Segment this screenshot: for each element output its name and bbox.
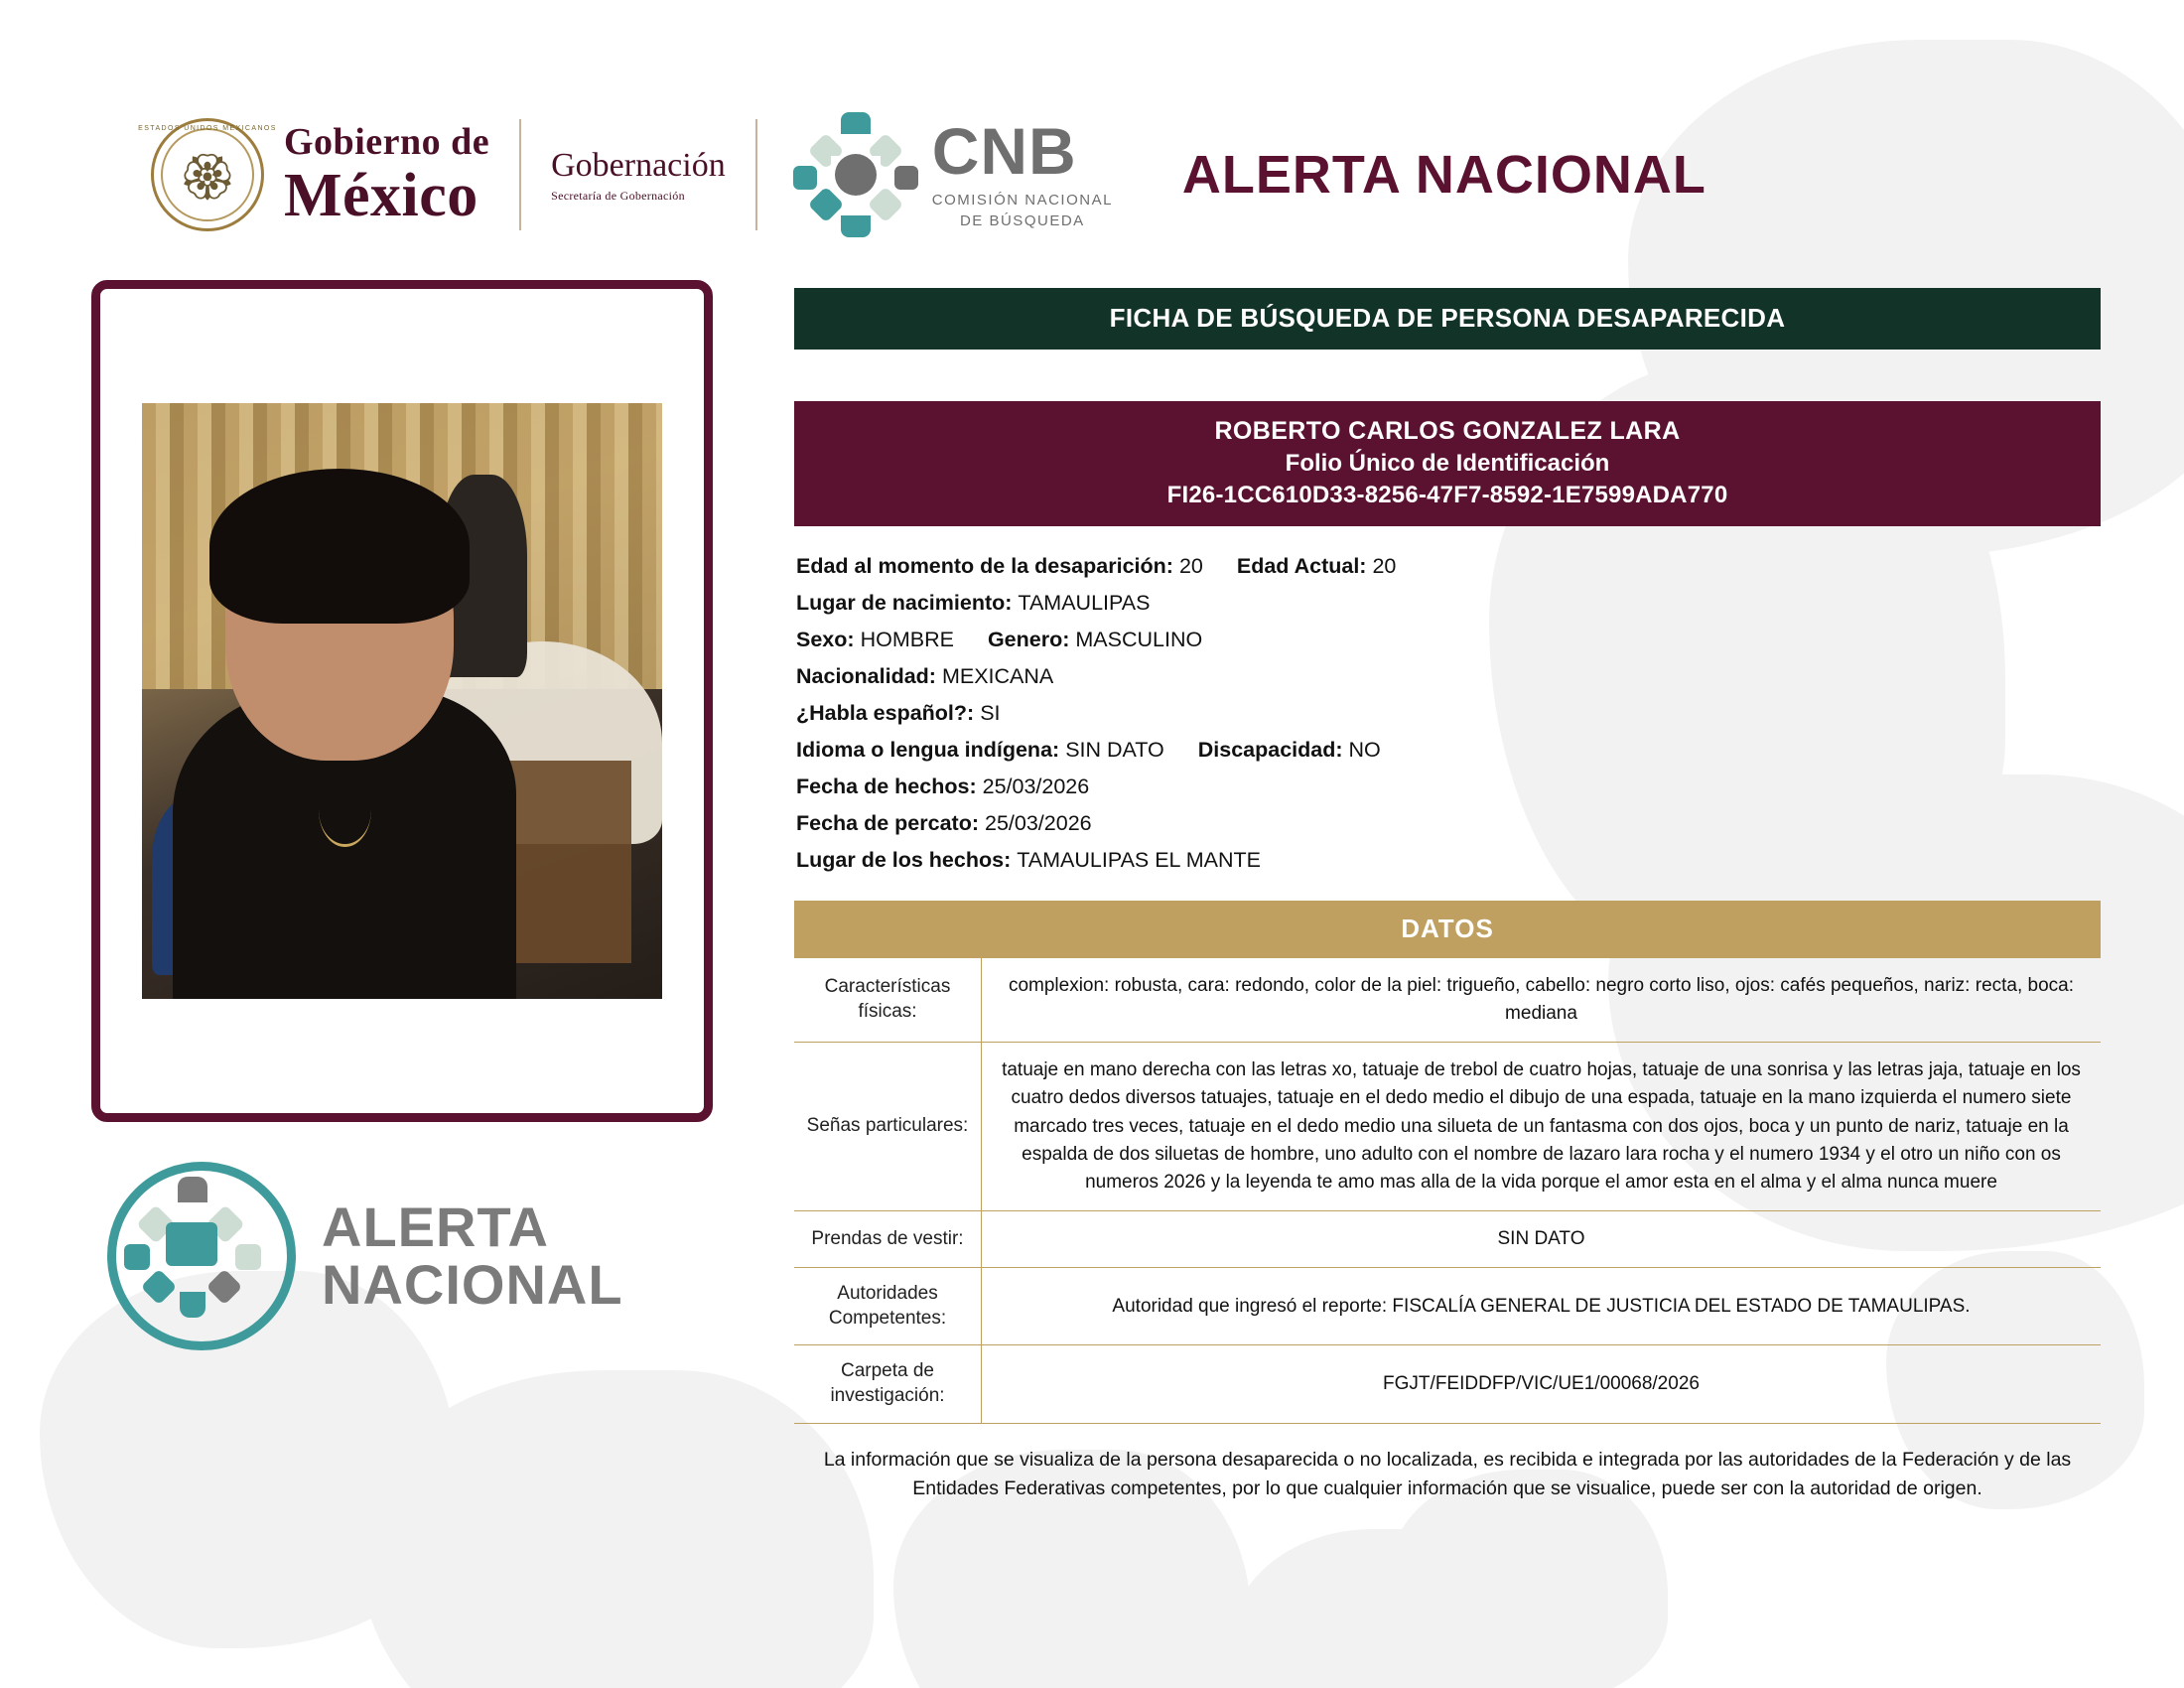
fact-row-fecha-percato [796, 805, 2101, 842]
table-row [794, 1043, 2101, 1211]
alerta-nacional-emblem-icon [107, 1162, 296, 1350]
fecha-hechos-value: 25/03/2026 [982, 774, 1090, 799]
datos-section-header: DATOS [794, 901, 2101, 958]
gobierno-line-2: México [284, 162, 478, 229]
fact-row-edad [796, 548, 2101, 585]
idioma-label: Idioma o lengua indígena: [796, 738, 1060, 763]
alerta-logo-line-2: NACIONAL [322, 1253, 623, 1316]
datos-row-label: Autoridades Competentes: [794, 1267, 982, 1344]
cnb-subtitle-line-1: COMISIÓN NACIONAL [931, 192, 1113, 210]
gobernacion-wordmark [551, 147, 726, 203]
habla-espanol-label: ¿Habla español?: [796, 701, 975, 726]
person-facts-list [794, 548, 2101, 879]
datos-row-label: Prendas de vestir: [794, 1210, 982, 1267]
datos-row-value: complexion: robusta, cara: redondo, color de la piel: trigueño, cabello: negro corto liso, ojos: cafés pequeños, nariz: recta, boca: mediana [982, 958, 2102, 1043]
gobernacion-subtitle: Secretaría de Gobernación [551, 188, 685, 203]
gobierno-de-mexico-logo [138, 116, 490, 233]
lugar-nacimiento-label: Lugar de nacimiento: [796, 591, 1013, 616]
missing-person-photo [142, 403, 662, 999]
lugar-hechos-label: Lugar de los hechos: [796, 848, 1012, 873]
header-divider-2 [755, 119, 757, 230]
cnb-wordmark [931, 114, 1113, 231]
alerta-nacional-heading: ALERTA NACIONAL [1181, 145, 1706, 205]
fecha-hechos-label: Fecha de hechos: [796, 774, 977, 799]
fact-row-idioma-discapacidad [796, 732, 2101, 769]
cnb-subtitle-line-2: DE BÚSQUEDA [959, 211, 1085, 229]
fact-row-lugar-nacimiento [796, 585, 2101, 622]
gobernacion-title: Gobernación [551, 147, 726, 185]
fact-row-fecha-hechos [796, 769, 2101, 805]
datos-row-label: Carpeta de investigación: [794, 1345, 982, 1423]
datos-row-value: SIN DATO [982, 1210, 2102, 1267]
datos-row-value: Autoridad que ingresó el reporte: FISCALÍA GENERAL DE JUSTICIA DEL ESTADO DE TAMAULIPAS. [982, 1267, 2102, 1344]
folio-value: FI26-1CC610D33-8256-47F7-8592-1E7599ADA770 [1166, 481, 1728, 508]
sexo-label: Sexo: [796, 628, 855, 652]
table-row [794, 1345, 2101, 1423]
record-panel [794, 288, 2101, 1503]
fecha-percato-label: Fecha de percato: [796, 811, 979, 836]
fecha-percato-value: 25/03/2026 [985, 811, 1092, 836]
fact-row-habla-espanol [796, 695, 2101, 732]
cnb-logo [791, 110, 1113, 239]
discapacidad-value: NO [1348, 738, 1381, 763]
nacionalidad-label: Nacionalidad: [796, 664, 936, 689]
header-divider-1 [519, 119, 521, 230]
datos-table [794, 958, 2101, 1424]
lugar-nacimiento-value: TAMAULIPAS [1018, 591, 1151, 616]
mexican-eagle-seal-icon: ESTADOS UNIDOS MEXICANOS 🏵 [149, 116, 266, 233]
datos-row-label: Señas particulares: [794, 1043, 982, 1211]
document-header [0, 95, 2184, 254]
edad-desaparicion-label: Edad al momento de la desaparición: [796, 554, 1173, 579]
genero-value: MASCULINO [1075, 628, 1203, 652]
eagle-seal-arc-text: ESTADOS UNIDOS MEXICANOS [138, 125, 277, 132]
fact-row-nacionalidad [796, 658, 2101, 695]
gobierno-wordmark [284, 121, 490, 229]
disclaimer-text: La información que se visualiza de la persona desaparecida o no localizada, es recibida e integrada por las autoridades de la Federación y de las Entidades Federativas competentes, por lo que cualquier información que se visualice, puede ser con la autoridad de origen. [823, 1448, 2072, 1499]
person-name: ROBERTO CARLOS GONZALEZ LARA [1214, 417, 1681, 445]
sexo-value: HOMBRE [860, 628, 954, 652]
gobierno-line-1: Gobierno de [284, 121, 490, 163]
table-row [794, 1267, 2101, 1344]
missing-person-photo-frame [91, 280, 713, 1122]
datos-row-value: tatuaje en mano derecha con las letras xo, tatuaje de trebol de cuatro hojas, tatuaje de una sonrisa y las letras jaja, tatuaje en los cuatro dedos diversos tatuajes, tatuaje en el dedo medio el dibujo de una espada, tatuaje en la mano izquierda el numero siete marcado tres veces, tatuaje en el dedo medio una silueta de un fantasma con dos ojos, boca y un punto de nariz, tatuaje en la espalda de dos siluetas de hombre, uno adulto con el nombre de lazaro lara rocha y el numero 1934 y el otro un niño con os numeros 2026 y la leyenda te amo mas alla de la vida porque el amor esta en el alma y el alma nunca muere [982, 1043, 2102, 1211]
edad-actual-value: 20 [1372, 554, 1397, 579]
alerta-nacional-logo [107, 1162, 623, 1350]
fact-row-sexo-genero [796, 622, 2101, 658]
table-row [794, 958, 2101, 1043]
nacionalidad-value: MEXICANA [941, 664, 1054, 689]
table-row [794, 1210, 2101, 1267]
folio-label: Folio Único de Identificación [1285, 450, 1610, 477]
datos-row-label: Características físicas: [794, 958, 982, 1043]
genero-label: Genero: [987, 628, 1070, 652]
ficha-banner: FICHA DE BÚSQUEDA DE PERSONA DESAPARECIDA [794, 288, 2101, 350]
fact-row-lugar-hechos [796, 842, 2101, 879]
alerta-logo-line-1: ALERTA [322, 1195, 549, 1258]
cnb-emblem-icon [791, 110, 920, 239]
datos-row-value: FGJT/FEIDDFP/VIC/UE1/00068/2026 [982, 1345, 2102, 1423]
discapacidad-label: Discapacidad: [1197, 738, 1343, 763]
lugar-hechos-value: TAMAULIPAS EL MANTE [1017, 848, 1261, 873]
edad-actual-label: Edad Actual: [1236, 554, 1367, 579]
habla-espanol-value: SI [980, 701, 1001, 726]
idioma-value: SIN DATO [1065, 738, 1164, 763]
person-name-banner [794, 401, 2101, 526]
cnb-acronym: CNB [931, 114, 1077, 189]
edad-desaparicion-value: 20 [1178, 554, 1203, 579]
